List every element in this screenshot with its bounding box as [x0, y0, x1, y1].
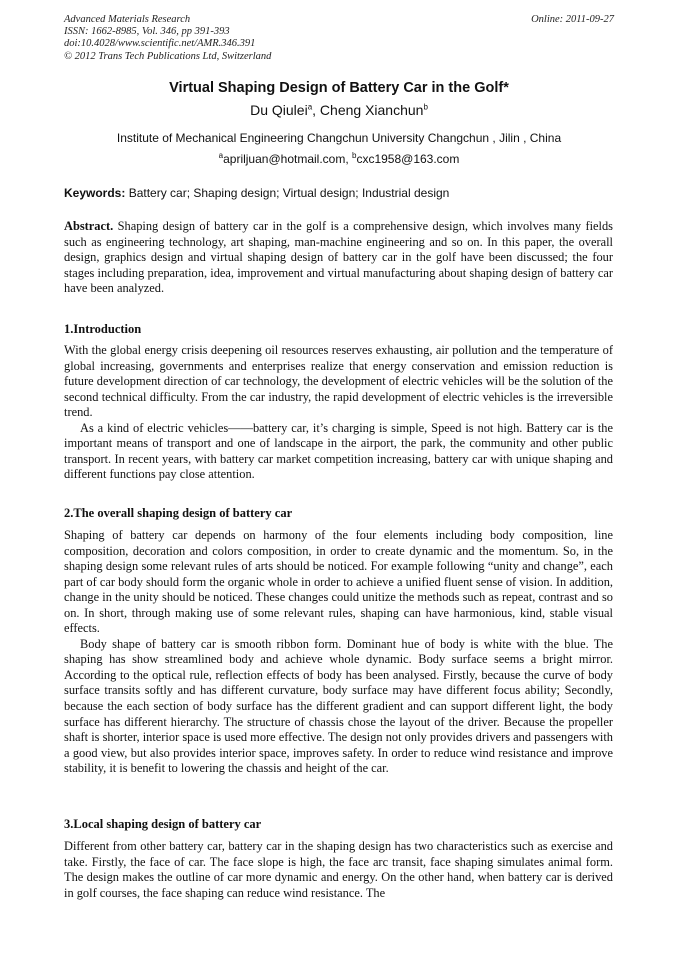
- doi-line: doi:10.4028/www.scientific.net/AMR.346.391: [64, 38, 256, 50]
- email-b: cxc1958@163.com: [356, 152, 460, 166]
- author-list: [0, 102, 678, 118]
- affiliation: Institute of Mechanical Engineering Changchun University Changchun , Jilin , China: [116, 131, 562, 145]
- email-a: apriljuan@hotmail.com,: [223, 152, 352, 166]
- author-1: Du Qiulei: [250, 102, 308, 118]
- section-heading-introduction: 1.Introduction: [64, 322, 142, 336]
- section-heading-overall-design: 2.The overall shaping design of battery car: [64, 506, 293, 520]
- paragraph: Body shape of battery car is smooth ribbon form. Dominant hue of body is white with the blue. The shaping has show streamlined body and achieve whole dynamic. Body surface seems a bright mirror. According to the optical rule, reflection effects of body has been analysed. Firstly, because the curve of body surface transits softly and has different curvature, body surface may have different focus ability; Secondly, because the each section of body surface has the different gradient and can support different light, the body surface has different hierarchy. The structure of chassis chose the layout of the driver. Because the propeller shaft is shorter, interior space is used more effective. The design not only provides drivers and passengers with a good view, but also provides interior space, improves safety. In order to reduce wind resistance and improve stability, it is benefit to lowering the chassis and height of the car.: [64, 636, 613, 776]
- paragraph: Different from other battery car, battery car in the shaping design has two characteristics such as exercise and take. Firstly, the face of car. The face slope is high, the face arc transit, face shaping simulates animal form. The design makes the outline of car more dynamic and energy. On the other hand, when battery car is derived in golf courses, the face shaping can reduce wind resistance. The: [64, 839, 613, 900]
- section-body-introduction: [64, 343, 613, 483]
- paragraph: Shaping of battery car depends on harmony of the four elements including body composition, line composition, decoration and colors composition, in order to create dynamic and the momentum. So, in the shaping design some relevant rules of arts should be noticed. For example following “unity and change”, each part of car body should form the organic whole in order to achieve a unified fluent sense of vision. In addition, change in the unity should be noticed. These changes could unitize the methods such as repeat, contrast and so on. In short, through making use of some relevant rules, shaping can have harmonious, kind, stable visual effects.: [64, 528, 613, 636]
- journal-header: [64, 14, 271, 63]
- abstract-paragraph: [64, 219, 613, 297]
- keywords: [64, 186, 614, 200]
- journal-name: Advanced Materials Research: [64, 14, 191, 25]
- paper-title: Virtual Shaping Design of Battery Car in the Golf*: [169, 80, 509, 96]
- author-2-superscript: b: [423, 102, 428, 112]
- online-date: Online: 2011-09-27: [531, 14, 614, 25]
- paragraph: As a kind of electric vehicles——battery car, it’s charging is simple, Speed is not high. Battery car is the important means of transport and one of landscape in the airport, the park, the community and other public transport. In recent years, with battery car market competition increasing, battery car with unique shaping and different functions pay close attention.: [64, 420, 613, 482]
- author-1-superscript: a: [307, 102, 313, 112]
- section-body-local-design: [64, 839, 613, 901]
- issn-line: ISSN: 1662-8985, Vol. 346, pp 391-393: [64, 26, 230, 38]
- email-a-superscript: a: [218, 151, 224, 160]
- section-body-overall-design: [64, 528, 613, 777]
- paragraph: With the global energy crisis deepening oil resources reserves exhausting, air pollution and the temperature of global increasing, governments and enterprises realize that energy conservation and emission reduction is future development direction of car technology, the development of electric vehicles will be the solution of the second technical difficulty. From the car industry, the rapid development of electric vehicles is the irreversible trend.: [64, 343, 613, 420]
- author-separator: ,: [312, 102, 320, 118]
- keywords-label: Keywords:: [64, 186, 126, 200]
- abstract-text: Shaping design of battery car in the golf is a comprehensive design, which involves many fields such as engineering technology, art shaping, man-machine engineering and so on. In this paper, the overall design, graphics design and virtual shaping design of battery car in the golf have been discussed; the four stages including preparation, idea, improvement and virtual manufacturing about shaping design of battery car have been analyzed.: [64, 219, 613, 296]
- email-b-superscript: b: [352, 151, 357, 160]
- author-2: Cheng Xianchun: [319, 102, 424, 118]
- keywords-text: Battery car; Shaping design; Virtual design; Industrial design: [125, 186, 450, 200]
- section-heading-local-design: 3.Local shaping design of battery car: [64, 817, 262, 831]
- abstract-label: Abstract.: [64, 219, 114, 233]
- abstract: [64, 219, 613, 297]
- email-line: [0, 151, 678, 166]
- copyright-line: © 2012 Trans Tech Publications Ltd, Switzerland: [64, 50, 272, 62]
